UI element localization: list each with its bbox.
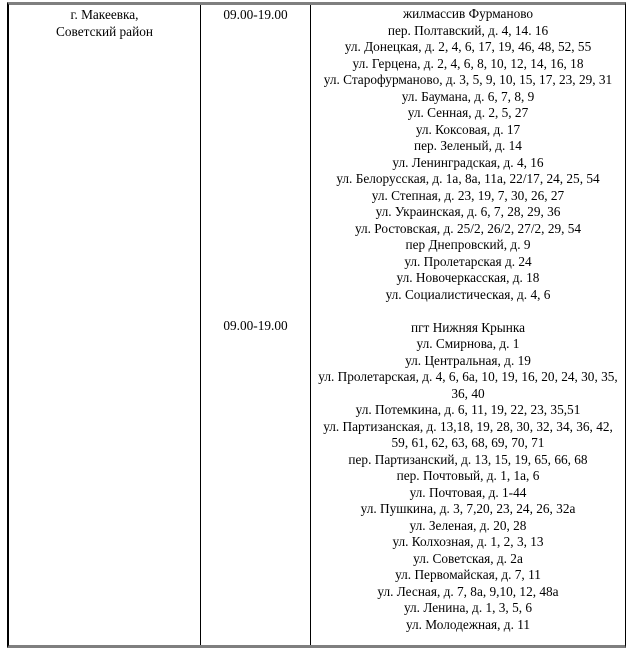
street-entry: ул. Центральная, д. 19 bbox=[405, 352, 531, 368]
street-entry: ул. Герцена, д. 2, 4, 6, 8, 10, 12, 14, 16, 18 bbox=[352, 55, 584, 71]
street-entry: ул. Почтовая, д. 1-44 bbox=[409, 484, 527, 500]
street-entry: ул. Ленина, д. 1, 3, 5, 6 bbox=[403, 600, 533, 615]
time-range-2: 09.00-19.00 bbox=[223, 318, 288, 333]
street-entry: ул. Первомайская, д. 7, 11 bbox=[395, 567, 541, 582]
street-entry: ул. Советская, д. 2а bbox=[413, 550, 523, 566]
street-entry: ул. Новочеркасская, д. 18 bbox=[396, 270, 540, 285]
street-entry: ул. Белорусская, д. 1а, 8а, 11а, 22/17, 24, 25, 54 bbox=[336, 171, 600, 186]
street-entry: ул. Смирнова, д. 1 bbox=[416, 336, 520, 351]
location-cell bbox=[9, 5, 201, 645]
street-entry: ул. Старофурманово, д. 3, 5, 9, 10, 15, 17, 23, 29, 31 bbox=[323, 72, 613, 87]
street-entry: ул. Сенная, д. 2, 5, 27 bbox=[407, 105, 529, 120]
street-entry: ул. Ленинградская, д. 4, 16 bbox=[392, 154, 544, 170]
street-entry: пер. Почтовый, д. 1, 1а, 6 bbox=[396, 468, 540, 483]
street-entry: ул. Молодежная, д. 11 bbox=[405, 616, 531, 632]
time-cell bbox=[201, 5, 311, 645]
street-entry: пер. Партизанский, д. 13, 15, 19, 65, 66, 68 bbox=[348, 451, 588, 467]
area-title-nizhnyaya-krynka: пгт Нижняя Крынка bbox=[410, 319, 525, 335]
location-city: г. Макеевка, bbox=[70, 7, 139, 22]
street-entry: ул. Зеленая, д. 20, 28 bbox=[409, 517, 527, 533]
streets-cell bbox=[311, 5, 625, 645]
location-district: Советский район bbox=[56, 23, 153, 39]
street-entry: пер. Полтавский, д. 4, 14. 16 bbox=[387, 22, 549, 38]
street-entry: ул. Потемкина, д. 6, 11, 19, 22, 23, 35,51 bbox=[355, 402, 581, 417]
street-entry: ул. Пролетарская, д. 4, 6, 6а, 10, 19, 16, 20, 24, 30, 35, 36, 40 bbox=[318, 369, 618, 401]
street-entry: ул. Колхозная, д. 1, 2, 3, 13 bbox=[392, 534, 544, 549]
street-entry: ул. Пушкина, д. 3, 7,20, 23, 24, 26, 32а bbox=[360, 501, 576, 516]
street-entry: ул. Ростовская, д. 25/2, 26/2, 27/2, 29, 54 bbox=[354, 220, 582, 236]
street-entry: ул. Степная, д. 23, 19, 7, 30, 26, 27 bbox=[371, 187, 565, 203]
street-entry: ул. Пролетарская д. 24 bbox=[404, 253, 532, 269]
group-spacer bbox=[315, 303, 621, 320]
time-range-1: 09.00-19.00 bbox=[223, 7, 288, 22]
street-entry: пер Днепровский, д. 9 bbox=[405, 237, 531, 252]
street-entry: пер. Зеленый, д. 14 bbox=[414, 138, 522, 153]
street-entry: ул. Баумана, д. 6, 7, 8, 9 bbox=[401, 88, 535, 104]
street-entry: ул. Лесная, д. 7, 8а, 9,10, 12, 48а bbox=[377, 583, 559, 599]
street-entry: ул. Социалистическая, д. 4, 6 bbox=[385, 286, 551, 302]
street-entry: ул. Партизанская, д. 13,18, 19, 28, 30, 32, 34, 36, 42, 59, 61, 62, 63, 68, 69, 70, 71 bbox=[323, 418, 613, 450]
area-title-furmanovo: жилмассив Фурманово bbox=[402, 6, 534, 21]
outage-schedule-table bbox=[7, 2, 626, 648]
street-entry: ул. Украинская, д. 6, 7, 28, 29, 36 bbox=[375, 204, 561, 219]
street-entry: ул. Донецкая, д. 2, 4, 6, 17, 19, 46, 48, 52, 55 bbox=[344, 39, 592, 54]
street-entry: ул. Коксовая, д. 17 bbox=[415, 121, 521, 137]
